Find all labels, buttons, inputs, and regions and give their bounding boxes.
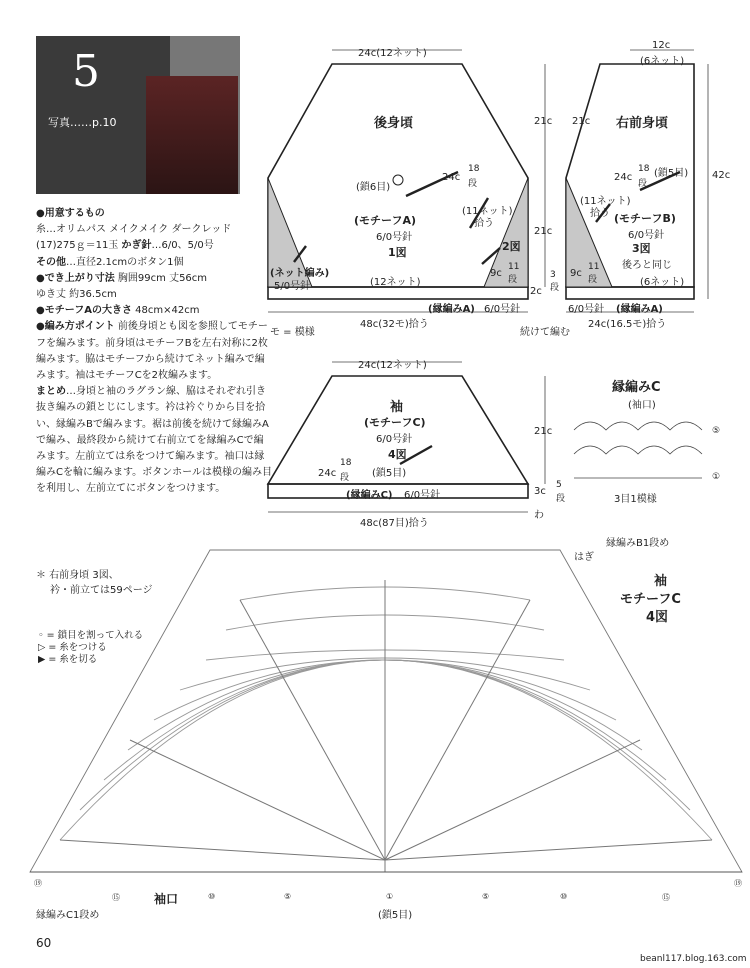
row-mark: ⑩ [560, 892, 568, 901]
pattern-number: 5 [72, 46, 100, 97]
back-edging-needle: 6/0号針 [484, 304, 521, 315]
pattern-legend: モ = 模様 [270, 327, 315, 338]
front-side-r2: 段 [638, 179, 648, 189]
front-pick2: 拾う [590, 208, 610, 219]
edging-c-sub: (袖口) [628, 400, 656, 411]
front-same-as-back: 後ろと同じ [622, 260, 672, 271]
back-net-label: (ネット編み) [270, 268, 330, 279]
edging-c-diagram [570, 414, 730, 490]
front-motif-label: (モチーフB) [614, 212, 676, 225]
continue-label: 続けて編む [520, 327, 570, 338]
chart-title-1: 袖 [654, 574, 668, 589]
row-mark: ⑩ [208, 892, 216, 901]
back-bottom-width: 48c(32モ)拾う [360, 319, 429, 330]
front-side-b: 9c [570, 268, 582, 279]
back-height-2: 21c [534, 226, 553, 237]
front-edging-label: (縁編みA) [616, 304, 663, 315]
front-bottom: 24c(16.5モ)拾う [588, 319, 667, 330]
front-chain-label: (鎖5目) [654, 168, 689, 179]
edging-c-mark1: ① [712, 472, 721, 482]
size-line: ●でき上がり寸法 胸囲99cm 丈56cm [36, 272, 208, 284]
legend-join-yarn: ▷ = 糸をつける [38, 642, 107, 653]
motif-size-line: ●モチーフAの大きさ 48cm×42cm [36, 305, 200, 317]
materials-heading: ●用意するもの [36, 208, 105, 219]
front-height-1: 21c [572, 116, 591, 127]
row-mark: ⑤ [482, 892, 490, 901]
chart-title-2: モチーフC [620, 592, 681, 607]
points-paragraph: ●編み方ポイント 前後身頃とも図を参照してモチーフを編みます。前身頃はモチーフBを左右対称に2枚編みます。脇はモチーフから続けてネット編みで編みます。袖はモチーフCを2枚編みます。 [36, 321, 268, 382]
row-mark: ① [386, 892, 394, 901]
front-net: (6ネット) [640, 277, 685, 288]
sleeve-3c: 3c [534, 486, 546, 497]
photo-caption: 写真……p.10 [48, 116, 117, 129]
sleeve-wa: わ [534, 510, 544, 521]
back-chain-label: (鎖6目) [356, 182, 391, 193]
back-top-width: 24c(12ネット) [358, 48, 427, 59]
front-edging-band [566, 287, 694, 299]
back-fig2: 2図 [502, 240, 521, 253]
back-pick-label: (11ネット) [462, 206, 513, 217]
back-net-needle: 5/0号針 [274, 281, 311, 292]
front-side-label: 24c [614, 172, 633, 183]
sleeve-title: 袖 [390, 400, 404, 415]
edging-c-repeat: 3目1模様 [614, 494, 657, 505]
sleeve-needle: 6/0号針 [376, 434, 413, 445]
sleeve-r5: 5 [556, 480, 562, 490]
note-line2: 衿・前立ては59ページ [50, 585, 153, 596]
back-motif-label: (モチーフA) [354, 214, 417, 227]
edging-c-mark5: ⑤ [712, 426, 721, 436]
front-side-b-r1: 11 [588, 262, 600, 272]
front-edging-needle: 6/0号針 [568, 304, 605, 315]
sleeve-top-width: 24c(12ネット) [358, 360, 427, 371]
back-pick-label2: 拾う [474, 218, 494, 229]
back-needle-label: 6/0号針 [376, 232, 413, 243]
cuff-label: 袖口 [154, 892, 179, 906]
front-top-width: 12c [652, 40, 671, 51]
back-edging-label: (縁編みA) [428, 304, 475, 315]
sleeve-side-r2: 段 [340, 473, 350, 483]
back-side-b-r1: 11 [508, 262, 520, 272]
front-fig: 3図 [632, 242, 651, 255]
row-mark: ⑲ [34, 879, 42, 888]
sleeve-motif: (モチーフC) [364, 416, 426, 429]
legend-cut-yarn: ▶ = 糸を切る [38, 654, 98, 665]
back-side-rows1: 18 [468, 164, 480, 174]
sleeve-bottom: 48c(87目)拾う [360, 518, 429, 529]
border-b1-label: 縁編みB1段め [606, 538, 670, 549]
front-height: 42c [712, 170, 731, 181]
front-needle: 6/0号針 [628, 230, 665, 241]
legend-split-chain: ◦ = 鎖目を割って入れる [38, 630, 144, 641]
front-title: 右前身頃 [616, 116, 669, 131]
row-mark: ⑤ [284, 892, 292, 901]
sleeve-side: 24c [318, 468, 337, 479]
source-url: beanl117.blog.163.com [640, 954, 747, 964]
front-top-net: (6ネット) [640, 56, 685, 67]
chart-title-3: 4図 [646, 610, 669, 625]
back-side-rows2: 段 [468, 179, 478, 189]
edging-c-title: 縁編みC [612, 380, 661, 395]
back-rows3b: 段 [550, 283, 560, 293]
row-mark: ⑮ [112, 893, 120, 902]
back-side-label: 24c [442, 172, 461, 183]
back-net-count: (12ネット) [370, 277, 421, 288]
sleeve-r5b: 段 [556, 494, 566, 504]
back-side-b: 9c [490, 268, 502, 279]
sleeve-height: 21c [534, 426, 553, 437]
sleeve-side-r1: 18 [340, 458, 352, 468]
front-side-b-r2: 段 [588, 275, 598, 285]
sleeve-edging: (縁編みC) [346, 490, 393, 501]
other-line: その他…直径2.1cmのボタン1個 [36, 256, 184, 268]
front-side-r1: 18 [638, 164, 650, 174]
back-2c: 2c [530, 286, 542, 297]
sleeve-edging-needle: 6/0号針 [404, 490, 441, 501]
page-number: 60 [36, 936, 52, 950]
finish-paragraph: まとめ…身頃と袖のラグラン線、脇はそれぞれ引き抜き編みの鎖とじにします。衿は衿ぐりから目を拾い、縁編みBで編みます。裾は前後を続けて縁編みAで編み、最終段から続けて右前立てを縁編みCで編みます。左前立ては糸をつけて編みます。袖口は縁編みCを輪に編みます。ボタンホールは模様の編み目を利用し、左前立てにボタンをつけます。 [36, 386, 272, 495]
yarn-line: 糸…オリムパス メイクメイク ダークレッド [36, 224, 232, 236]
sleeve-edging-band [268, 484, 528, 498]
size-line2: ゆき丈 約36.5cm [36, 289, 117, 301]
row-mark: ⑮ [662, 893, 670, 902]
back-title: 後身頃 [374, 116, 414, 131]
back-rows3a: 3 [550, 270, 556, 280]
back-side-b-r2: 段 [508, 275, 518, 285]
note-line1: ＊ 右前身頃 3図、 [36, 570, 119, 581]
edging-c1-label: 縁編みC1段め [36, 910, 100, 921]
sleeve-chain: (鎖5目) [372, 468, 407, 479]
yarn-line2: (17)275ｇ＝11玉 かぎ針…6/0、5/0号 [36, 240, 214, 252]
back-chain-ring [393, 175, 403, 185]
chart-chain5-label: (鎖5目) [378, 910, 413, 921]
front-pick: (11ネット) [580, 196, 631, 207]
back-fig1: 1図 [388, 246, 407, 259]
hagi-label: はぎ [574, 552, 594, 563]
row-mark: ⑲ [734, 879, 742, 888]
back-height-1: 21c [534, 116, 553, 127]
sleeve-fig: 4図 [388, 448, 407, 461]
